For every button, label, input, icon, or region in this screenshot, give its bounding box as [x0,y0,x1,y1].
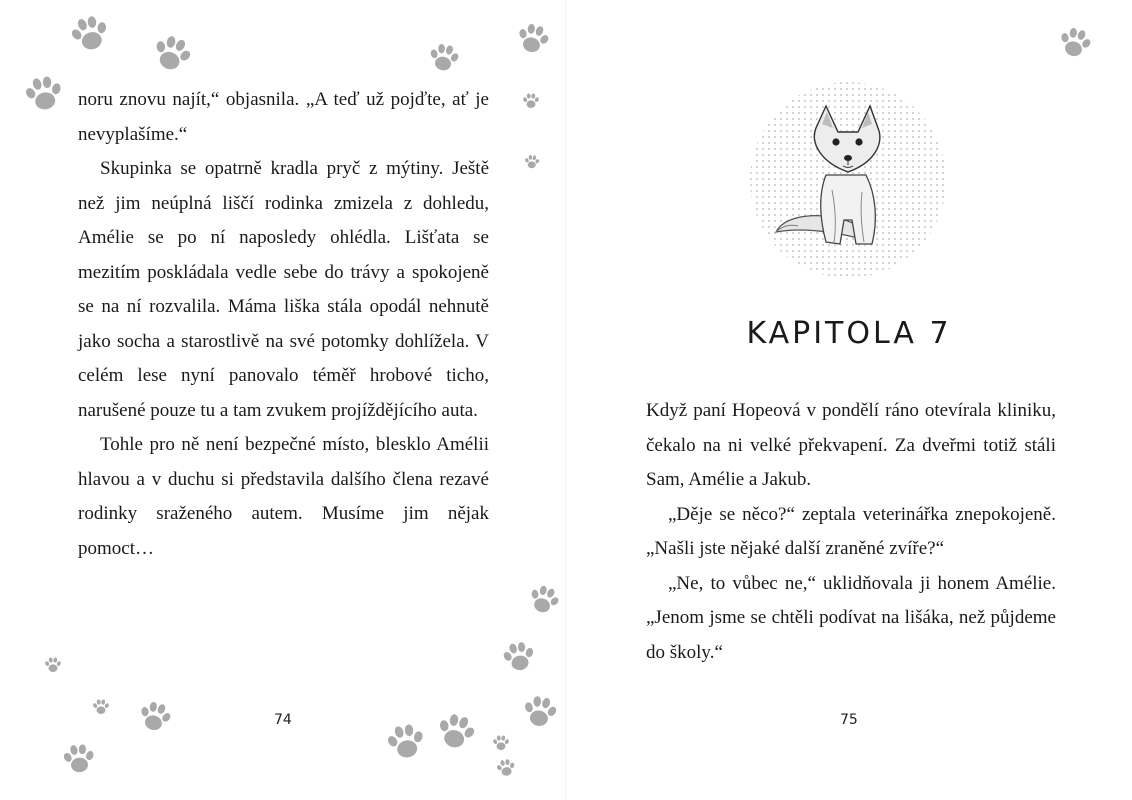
paragraph: „Ne, to vůbec ne,“ uklidňovala ji honem Amélie. „Jenom jsme se chtěli podívat na lišáka, než půjdeme do školy.“ [646,572,1056,663]
page-number: 74 [274,712,292,728]
paw-print-icon [499,637,538,676]
paw-print-icon [492,734,510,752]
paw-print-icon [519,691,561,733]
paw-print-icon [44,656,62,674]
paw-print-icon [522,92,540,110]
right-page [566,0,1132,800]
paw-print-icon [383,719,429,765]
paw-print-icon [92,698,110,716]
paw-print-icon [523,153,540,170]
page-number: 75 [840,712,858,728]
right-page-text [646,394,1056,670]
paragraph: Když paní Hopeová v pondělí ráno otevírala kliniku, čekalo na ni velké překvapení. Za dveřmi totiž stáli Sam, Amélie a Jakub. [646,400,1056,490]
paragraph: noru znovu najít,“ objasnila. „A teď už pojďte, ať je nevyplašíme.“ [78,89,489,145]
fox-cub-illustration [748,80,948,280]
paw-print-icon [61,741,98,778]
paw-print-icon [425,39,462,76]
chapter-title: KAPITOLA 7 [746,316,952,351]
paragraph: Tohle pro ně není bezpečné místo, blesklo Amélii hlavou a v duchu si představila dalšího člena rezavé rodinky sraženého autem. Musíme jim nějak pomoct… [78,434,489,559]
paragraph: Skupinka se opatrně kradla pryč z mýtiny. Ještě než jim neúplná liščí rodinka zmizela z dohledu, Amélie se po ní naposledy ohlédla. Lišťata se mezitím poskládala vedle sebe do trávy a spokojeně se na ní rozvalila. Máma liška stála opodál nehnutě jako socha a starostlivě na své potomky dohlížela. V celém lese nyní panovalo téměř hrobové ticho, narušené pouze tu a tam zvukem projíždějícího auta. [78,158,489,421]
paw-print-icon [494,756,517,779]
paw-print-icon [21,71,67,117]
left-page-text [78,83,489,566]
paragraph: „Děje se něco?“ zeptala veterinářka znepokojeně. „Našli jste nějaké další zraněné zvíře?“ [646,503,1056,559]
